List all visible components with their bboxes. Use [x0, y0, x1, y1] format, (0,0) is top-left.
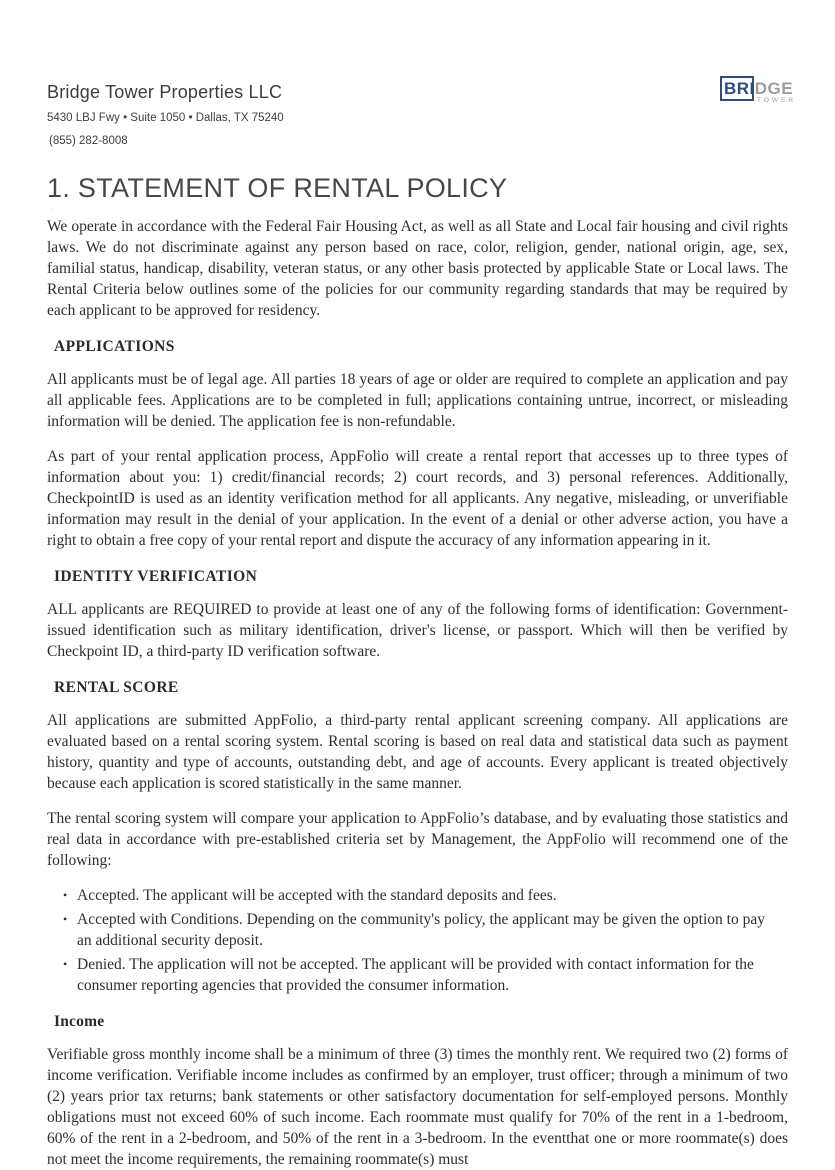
company-address: 5430 LBJ Fwy • Suite 1050 • Dallas, TX 75240: [47, 112, 284, 124]
bullet-icon: •: [63, 957, 68, 971]
company-logo: [720, 76, 810, 108]
section-heading-income: Income: [54, 1013, 105, 1030]
bullet-icon: •: [63, 888, 68, 902]
rental-score-paragraph-2: The rental scoring system will compare your application to AppFolio’s database, and by evaluating those statistics and real data in accordance with pre-established criteria set by Management, the AppFolio will recommend one of the following:: [47, 810, 788, 869]
logo-text-rest: DGE: [754, 79, 794, 98]
section-heading-rental-score: RENTAL SCORE: [54, 679, 179, 696]
bullet-icon: •: [63, 912, 68, 926]
rental-score-paragraph-1: All applications are submitted AppFolio, a third-party rental applicant screening company. All applications are evaluated based on a rental scoring system. Rental scoring is based on real data and statistical data such as payment history, quantity and type of accounts, outstanding debt, and age of accounts. Every applicant is treated objectively because each application is scored statistically in the same manner.: [47, 712, 788, 792]
rental-score-outcome-list: [47, 885, 788, 996]
company-phone: (855) 282-8008: [49, 135, 128, 147]
section-heading-applications: APPLICATIONS: [54, 338, 175, 355]
company-header: [47, 0, 797, 147]
company-name: Bridge Tower Properties LLC: [47, 82, 283, 102]
logo-text-boxed: BRI: [724, 79, 755, 98]
page-title: 1. STATEMENT OF RENTAL POLICY: [47, 173, 508, 203]
list-item: [47, 909, 788, 951]
applications-paragraph-1: All applicants must be of legal age. All parties 18 years of age or older are required to complete an application and pay all applicable fees. Applications are to be completed in full; applications containing untrue, incorrect, or misleading information will be denied. The application fee is non-refundable.: [47, 371, 788, 430]
list-item: [47, 885, 788, 906]
section-heading-identity-verification: IDENTITY VERIFICATION: [54, 568, 258, 585]
list-item: [47, 954, 788, 996]
logo-subtitle: TOWER: [757, 97, 797, 104]
logo-wordmark: [724, 79, 793, 99]
list-item-text: Accepted with Conditions. Depending on the community's policy, the applicant may be given the option to pay an additional security deposit.: [77, 911, 765, 949]
identity-verification-paragraph: ALL applicants are REQUIRED to provide at least one of any of the following forms of identification: Government-issued identification such as military identification, driver's license, or passport. Which will then be verified by Checkpoint ID, a third-party ID verification software.: [47, 601, 788, 660]
applications-paragraph-2: As part of your rental application process, AppFolio will create a rental report that accesses up to three types of information about you: 1) credit/financial records; 2) court records, and 3) personal references. Additionally, CheckpointID is used as an identity verification method for all applicants. Any negative, misleading, or unverifiable information may result in the denial of your application. In the event of a denial or other adverse action, you have a right to obtain a free copy of your rental report and dispute the accuracy of any information appearing in it.: [47, 448, 788, 549]
income-paragraph: Verifiable gross monthly income shall be a minimum of three (3) times the monthly rent. We required two (2) forms of income verification. Verifiable income includes as confirmed by an employer, trust officer; through a minimum of two (2) years prior tax returns; bank statements or other satisfactory documentation for self-employed persons. Monthly obligations must not exceed 60% of such income. Each roommate must qualify for 70% of the rent in a 1-bedroom, 60% of the rent in a 2-bedroom, and 50% of the rent in a 3-bedroom. In the eventthat one or more roommate(s) does not meet the income requirements, the remaining roommate(s) must: [47, 1046, 788, 1168]
list-item-text: Accepted. The applicant will be accepted with the standard deposits and fees.: [77, 887, 557, 904]
intro-paragraph: We operate in accordance with the Federal Fair Housing Act, as well as all State and Local fair housing and civil rights laws. We do not discriminate against any person based on race, color, religion, gender, national origin, age, sex, familial status, handicap, disability, veteran status, or any other basis protected by applicable State or Local laws. The Rental Criteria below outlines some of the policies for our community regarding standards that may be required by each applicant to be approved for residency.: [47, 218, 788, 319]
title-footnote-mark: .: [51, 203, 53, 212]
list-item-text: Denied. The application will not be accepted. The applicant will be provided with contact information for the consumer reporting agencies that provided the consumer information.: [77, 956, 754, 994]
